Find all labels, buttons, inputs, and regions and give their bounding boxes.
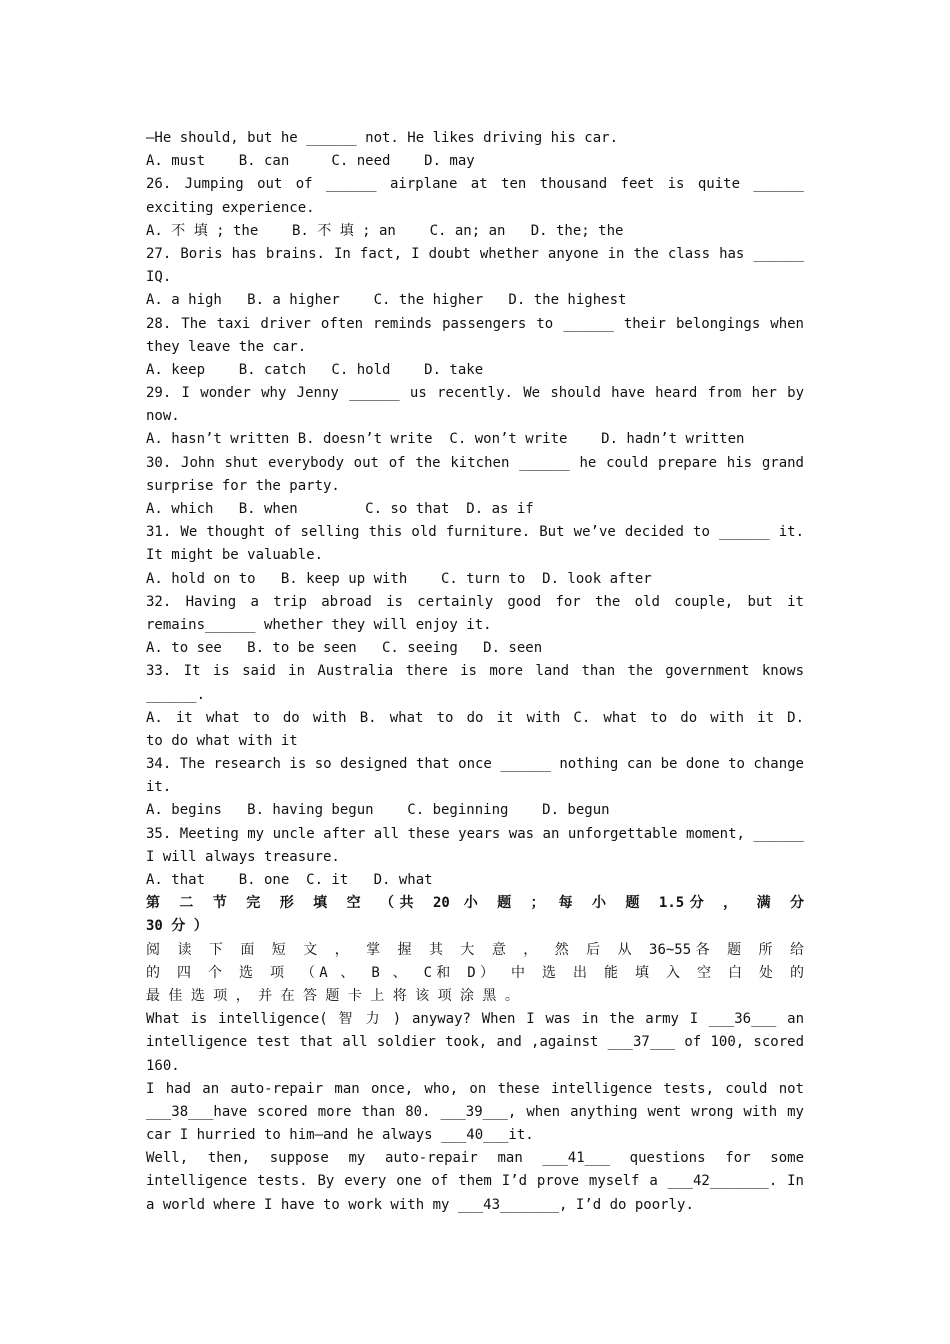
text-line: 160.: [146, 1057, 180, 1074]
document-page: [146, 127, 804, 1217]
text-line: 29. I wonder why Jenny ______ us recently. We should have heard from her by: [146, 385, 804, 402]
text-line: A. must B. can C. need D. may: [146, 153, 475, 170]
text-line: 30. John shut everybody out of the kitchen ______ he could prepare his grand: [146, 454, 804, 471]
text-line: A. keep B. catch C. hold D. take: [146, 361, 484, 378]
text-line: 31. We thought of selling this old furniture. But we’ve decided to ______ it.: [146, 524, 804, 541]
text-line: A. begins B. having begun C. beginning D. begun: [146, 802, 610, 819]
text-line: 35. Meeting my uncle after all these years was an unforgettable moment, ______: [146, 825, 804, 842]
text-line: A. a high B. a higher C. the higher D. the highest: [146, 292, 627, 309]
text-line: —He should, but he ______ not. He likes driving his car.: [146, 130, 619, 146]
text-line: ___38___have scored more than 80. ___39___, when anything went wrong with my: [146, 1103, 804, 1120]
text-line: It might be valuable.: [146, 547, 324, 564]
text-line: 33. It is said in Australia there is more land than the government knows: [146, 663, 804, 680]
text-line: 27. Boris has brains. In fact, I doubt whether anyone in the class has ______: [146, 245, 804, 262]
text-line: 26. Jumping out of ______ airplane at ten thousand feet is quite ______: [146, 176, 804, 193]
text-line: Well, then, suppose my auto-repair man ___41___ questions for some: [146, 1150, 804, 1167]
text-line: surprise for the party.: [146, 477, 340, 494]
text-line: 最 佳 选 项 ， 并 在 答 题 卡 上 将 该 项 涂 黑 。: [146, 987, 519, 1004]
text-line: exciting experience.: [146, 199, 315, 216]
text-line: I had an auto-repair man once, who, on these intelligence tests, could not: [146, 1080, 804, 1097]
text-line: 的 四 个 选 项 （A 、 B 、 C和 D） 中 选 出 能 填 入 空 白 处 的: [146, 964, 804, 981]
text-line: A. which B. when C. so that D. as if: [146, 501, 534, 517]
text-line: A. that B. one C. it D. what: [146, 872, 433, 888]
text-line: to do what with it: [146, 732, 298, 749]
text-line: it.: [146, 779, 172, 796]
text-line: A. to see B. to be seen C. seeing D. seen: [146, 640, 543, 657]
text-line: I will always treasure.: [146, 848, 340, 865]
text-line: 32. Having a trip abroad is certainly good for the old couple, but it: [146, 593, 804, 610]
text-line: 34. The research is so designed that once ______ nothing can be done to change: [146, 756, 804, 773]
text-line: A. 不 填 ; the B. 不 填 ; an C. an; an D. the; the: [146, 222, 624, 239]
text-line: now.: [146, 408, 180, 425]
text-line: car I hurried to him—and he always ___40___it.: [146, 1127, 534, 1144]
text-line: A. it what to do with B. what to do it with C. what to do with it D.: [146, 709, 804, 726]
text-line: What is intelligence( 智 力 ) anyway? When I was in the army I ___36___ an: [146, 1011, 804, 1028]
text-line: a world where I have to work with my ___43_______, I’d do poorly.: [146, 1196, 694, 1213]
text-line: IQ.: [146, 269, 172, 286]
text-line: 30 分 ）: [146, 918, 208, 935]
text-line: remains______ whether they will enjoy it.: [146, 616, 492, 633]
text-line: 第 二 节 完 形 填 空 （共 20 小 题 ； 每 小 题 1.5分 ， 满 分: [146, 895, 804, 912]
text-line: intelligence tests. By every one of them I’d prove myself a ___42_______. In: [146, 1173, 804, 1190]
text-line: 28. The taxi driver often reminds passengers to ______ their belongings when: [146, 315, 804, 332]
text-line: A. hold on to B. keep up with C. turn to D. look after: [146, 570, 652, 587]
text-line: 阅 读 下 面 短 文 ， 掌 握 其 大 意 ， 然 后 从 36~55各 题 所 给: [146, 941, 804, 958]
text-line: they leave the car.: [146, 338, 307, 355]
text-line: intelligence test that all soldier took, and ,against ___37___ of 100, scored: [146, 1034, 804, 1051]
text-line: ______.: [146, 686, 206, 703]
text-line: A. hasn’t written B. doesn’t write C. won’t write D. hadn’t written: [146, 431, 745, 448]
